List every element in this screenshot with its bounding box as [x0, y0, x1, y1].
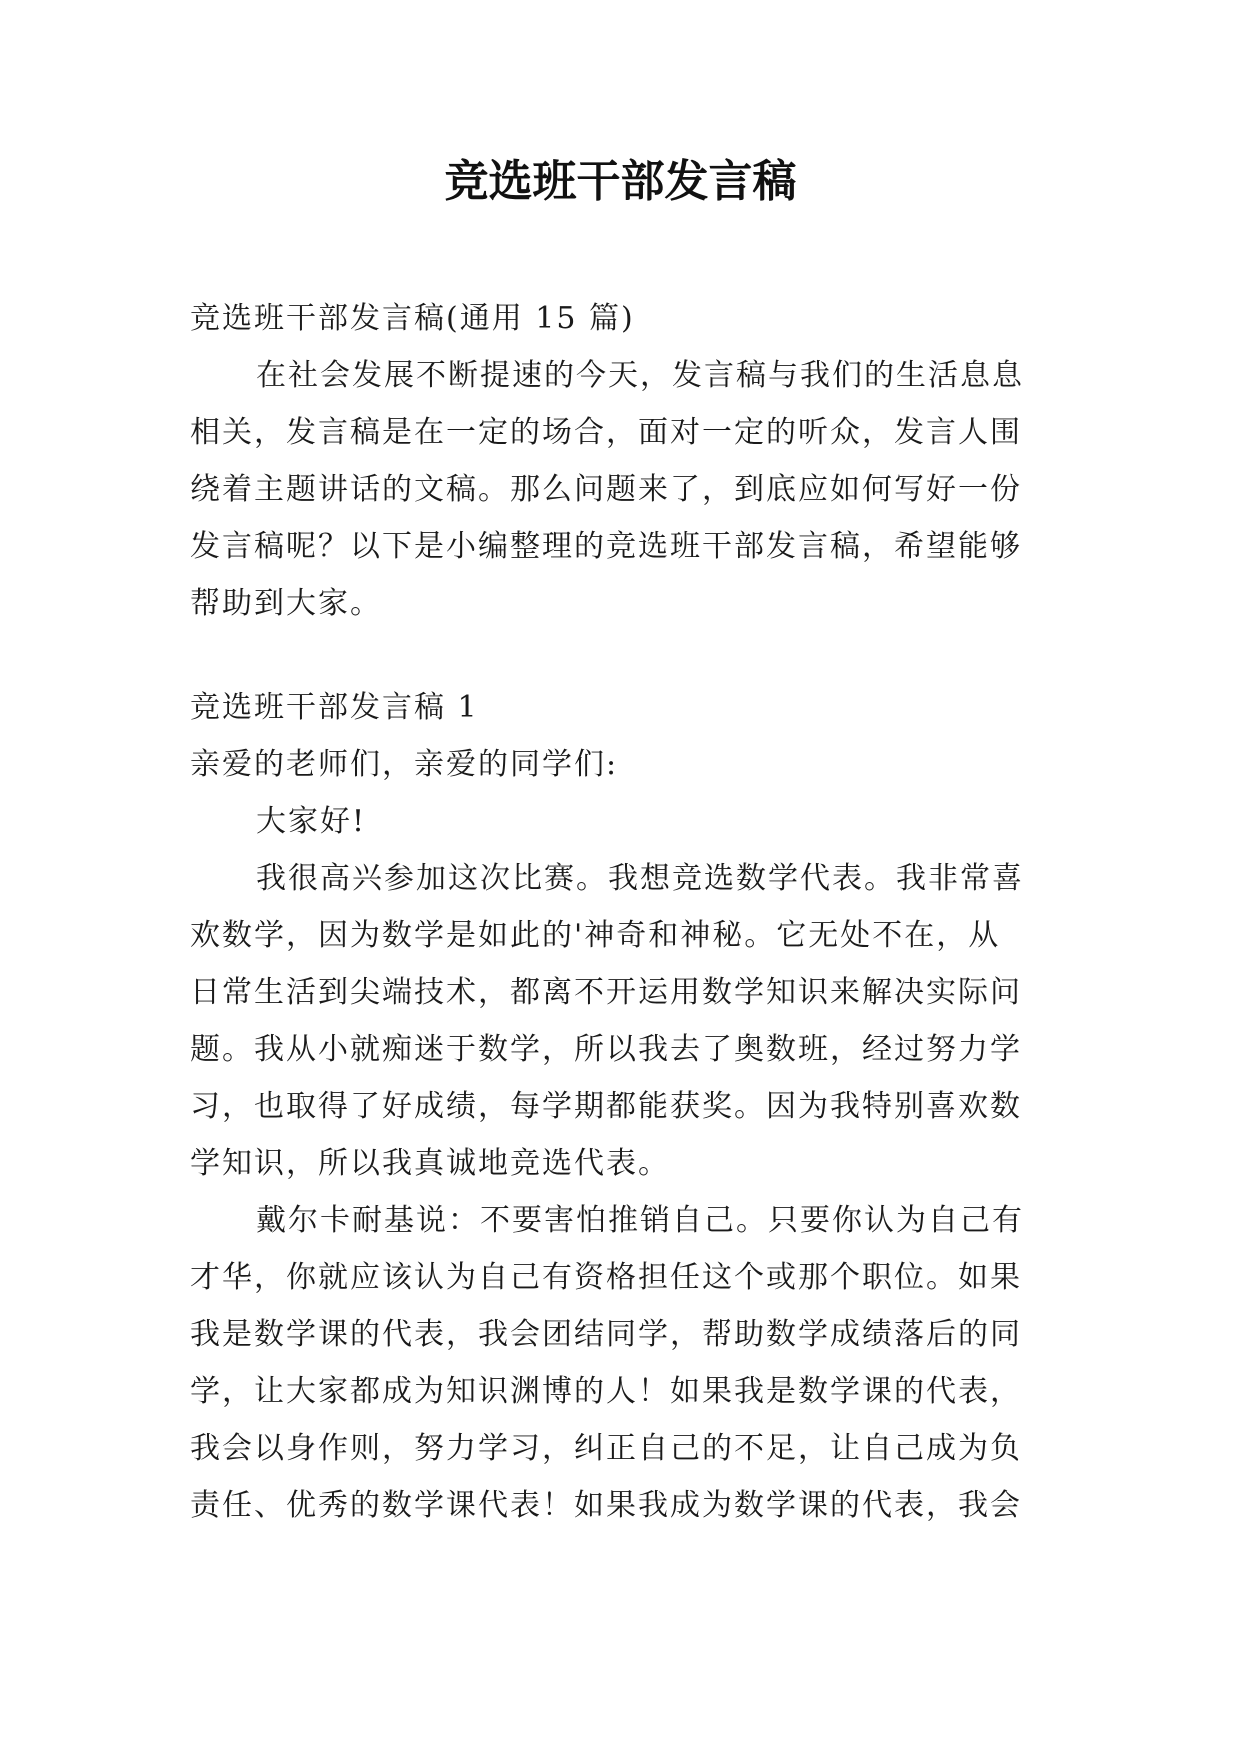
paragraph-line: 才华，你就应该认为自己有资格担任这个或那个职位。如果	[190, 1260, 1022, 1295]
document-body	[190, 290, 1060, 1534]
document-subtitle: 竞选班干部发言稿(通用 15 篇)	[190, 301, 635, 336]
intro-line: 发言稿呢？以下是小编整理的竞选班干部发言稿，希望能够	[190, 529, 1022, 564]
document-title: 竞选班干部发言稿	[444, 156, 797, 207]
intro-line: 在社会发展不断提速的今天，发言稿与我们的生活息息	[256, 358, 1024, 393]
paragraph-line: 我很高兴参加这次比赛。我想竞选数学代表。我非常喜	[256, 861, 1024, 896]
paragraph-line: 题。我从小就痴迷于数学，所以我去了奥数班，经过努力学	[190, 1032, 1022, 1067]
paragraph-line: 日常生活到尖端技术，都离不开运用数学知识来解决实际问	[190, 975, 1022, 1010]
paragraph-line: 学知识，所以我真诚地竞选代表。	[190, 1146, 670, 1181]
section-spacer	[190, 632, 1060, 679]
paragraph-line: 欢数学，因为数学是如此的'神奇和神秘。它无处不在，从	[190, 918, 1001, 953]
intro-line: 绕着主题讲话的文稿。那么问题来了，到底应如何写好一份	[190, 472, 1022, 507]
paragraph-line: 我是数学课的代表，我会团结同学，帮助数学成绩落后的同	[190, 1317, 1022, 1352]
paragraph-line: 责任、优秀的数学课代表！如果我成为数学课的代表，我会	[190, 1488, 1022, 1523]
salutation: 亲爱的老师们，亲爱的同学们:	[190, 747, 619, 782]
paragraph-line: 戴尔卡耐基说：不要害怕推销自己。只要你认为自己有	[256, 1203, 1024, 1238]
paragraph-line: 学，让大家都成为知识渊博的人！如果我是数学课的代表，	[190, 1374, 1022, 1409]
section-heading: 竞选班干部发言稿 1	[190, 690, 479, 725]
intro-line: 相关，发言稿是在一定的场合，面对一定的听众，发言人围	[190, 415, 1022, 450]
paragraph-line: 我会以身作则，努力学习，纠正自己的不足，让自己成为负	[190, 1431, 1022, 1466]
intro-line: 帮助到大家。	[190, 586, 382, 621]
greeting: 大家好!	[256, 804, 367, 839]
paragraph-line: 习，也取得了好成绩，每学期都能获奖。因为我特别喜欢数	[190, 1089, 1022, 1124]
